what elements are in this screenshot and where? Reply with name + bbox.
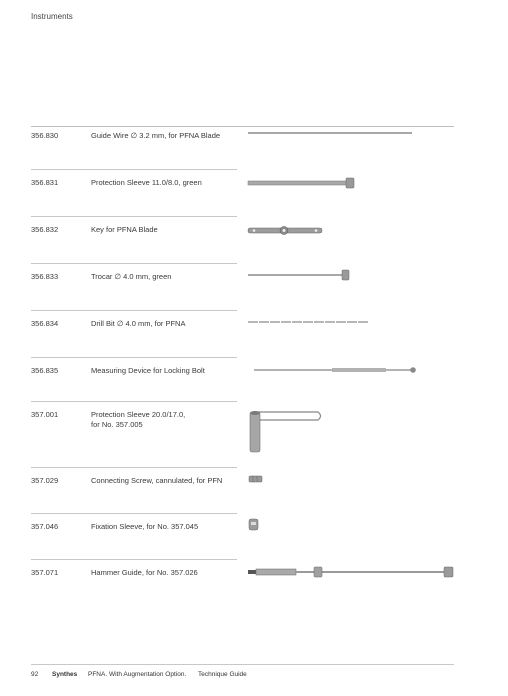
key-image [246, 223, 326, 237]
list-item [31, 410, 454, 440]
item-description: Fixation Sleeve, for No. 357.045 [91, 522, 199, 531]
item-description: Protection Sleeve 11.0/8.0, green [91, 178, 202, 187]
row-divider [31, 467, 237, 468]
item-code: 356.835 [31, 366, 59, 375]
row-divider [31, 310, 237, 311]
item-code: 356.834 [31, 319, 59, 328]
item-code: 356.832 [31, 225, 59, 234]
list-item [31, 522, 454, 552]
item-code: 356.833 [31, 272, 59, 281]
item-code: 357.046 [31, 522, 59, 531]
document-subtitle: Technique Guide [198, 671, 247, 678]
item-code: 357.071 [31, 568, 59, 577]
trocar-image [246, 269, 352, 281]
item-description: Key for PFNA Blade [91, 225, 158, 234]
item-description [91, 410, 241, 430]
row-divider [31, 559, 237, 560]
item-code: 356.831 [31, 178, 59, 187]
brand-name: Synthes [52, 671, 78, 678]
footer-divider [31, 664, 454, 665]
row-divider [31, 169, 237, 170]
item-description: Connecting Screw, cannulated, for PFN [91, 476, 223, 485]
item-description: Trocar ∅ 4.0 mm, green [91, 272, 172, 281]
item-description: Guide Wire ∅ 3.2 mm, for PFNA Blade [91, 131, 221, 140]
item-description-line1: Protection Sleeve 20.0/17.0, [91, 410, 186, 419]
list-item [31, 225, 454, 255]
page-number: 92 [31, 671, 39, 678]
document-title: PFNA. With Augmentation Option. [88, 671, 187, 678]
item-description: Measuring Device for Locking Bolt [91, 366, 205, 375]
section-title: Instruments [31, 12, 73, 21]
guide-wire-image [246, 129, 416, 137]
item-description-line2: for No. 357.005 [91, 420, 143, 429]
drill-bit-image [246, 318, 372, 326]
hammer-guide-image [246, 565, 458, 579]
item-description: Hammer Guide, for No. 357.026 [91, 568, 198, 577]
connecting-screw-image [248, 474, 264, 484]
item-code: 356.830 [31, 131, 59, 140]
item-code: 357.001 [31, 410, 59, 419]
list-item [31, 476, 454, 506]
protection-sleeve-image [246, 176, 358, 190]
row-divider [31, 357, 237, 358]
item-code: 357.029 [31, 476, 59, 485]
fixation-sleeve-image [248, 517, 260, 533]
protection-sleeve-large-image [246, 406, 326, 456]
list-item [31, 272, 454, 302]
row-divider [31, 216, 237, 217]
measuring-device-image [252, 364, 420, 376]
row-divider [31, 513, 237, 514]
row-divider [31, 401, 237, 402]
item-description: Drill Bit ∅ 4.0 mm, for PFNA [91, 319, 186, 328]
row-divider [31, 263, 237, 264]
list-item [31, 178, 454, 208]
top-divider [31, 126, 454, 127]
list-item [31, 319, 454, 349]
